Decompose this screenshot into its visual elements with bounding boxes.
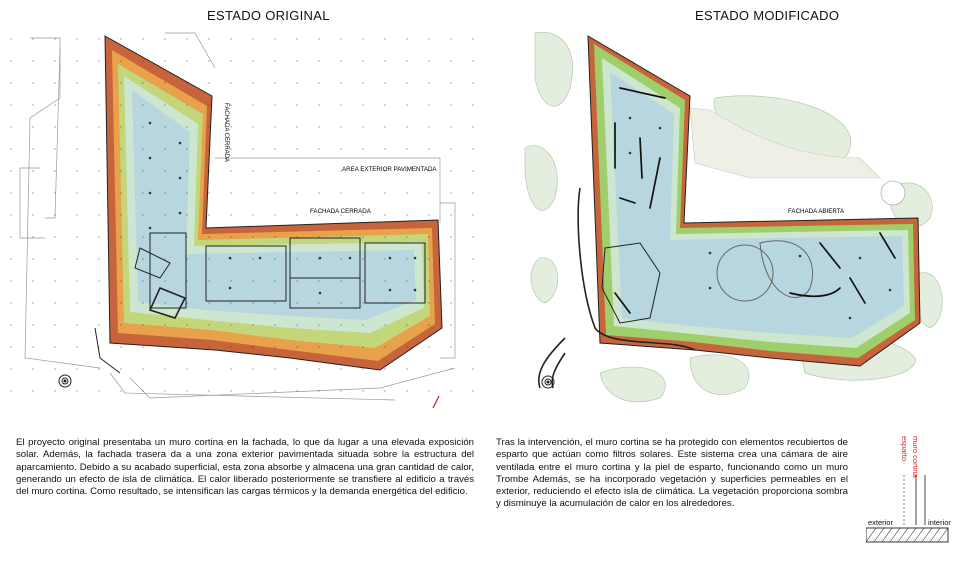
title-modified: ESTADO MODIFICADO — [695, 8, 840, 23]
label-area-exterior: AREA EXTERIOR PAVIMENTADA — [342, 166, 437, 173]
heat-map-modified — [588, 36, 920, 366]
description-original: El proyecto original presentaba un muro cortina en la fachada, lo que da lugar a una elevada exposición solar. Además, la fachada trasera da a una zona exterior pavimentada situada sobre la estructura del aparcamiento. Debido a su acabado superficial, esta zona absorbe y almacena una gran cantidad de calor, generando un efecto de isla de climática. El calor liberado posteriormente se transfiere al edificio a través del muro cortina. Como resultado, se intensifican las cargas térmicos y la demanda energética del edificio. — [16, 437, 474, 498]
legend-esparto: esparto — [900, 436, 909, 462]
label-fachada-cerrada: FACHADA CERRADA — [310, 208, 371, 215]
wall-section-legend — [866, 430, 950, 550]
label-fachada-cerrada-vertical: FACHADA CERRADA — [223, 103, 229, 163]
plan-modified — [520, 28, 960, 408]
plan-original — [0, 28, 480, 408]
label-fachada-abierta: FACHADA ABIERTA — [788, 208, 845, 215]
title-original: ESTADO ORIGINAL — [207, 8, 330, 23]
legend-interior: interior — [928, 518, 951, 527]
description-modified: Tras la intervención, el muro cortina se ha protegido con elementos recubiertos de esparto que actúan como filtros solares. Este sistema crea una cámara de aire ventilada entre el muro cortina y la piel de esparto, funcionando como un muro Trombe Además, se ha incorporado vegetación y superficies permeables en el exterior, reduciendo el efecto isla de climática. La vegetación proporciona sombra y disminuye la acumulación de calor en los alrededores. — [496, 437, 848, 510]
legend-muro: muro cortina — [911, 436, 920, 478]
legend-exterior: exterior — [868, 518, 894, 527]
